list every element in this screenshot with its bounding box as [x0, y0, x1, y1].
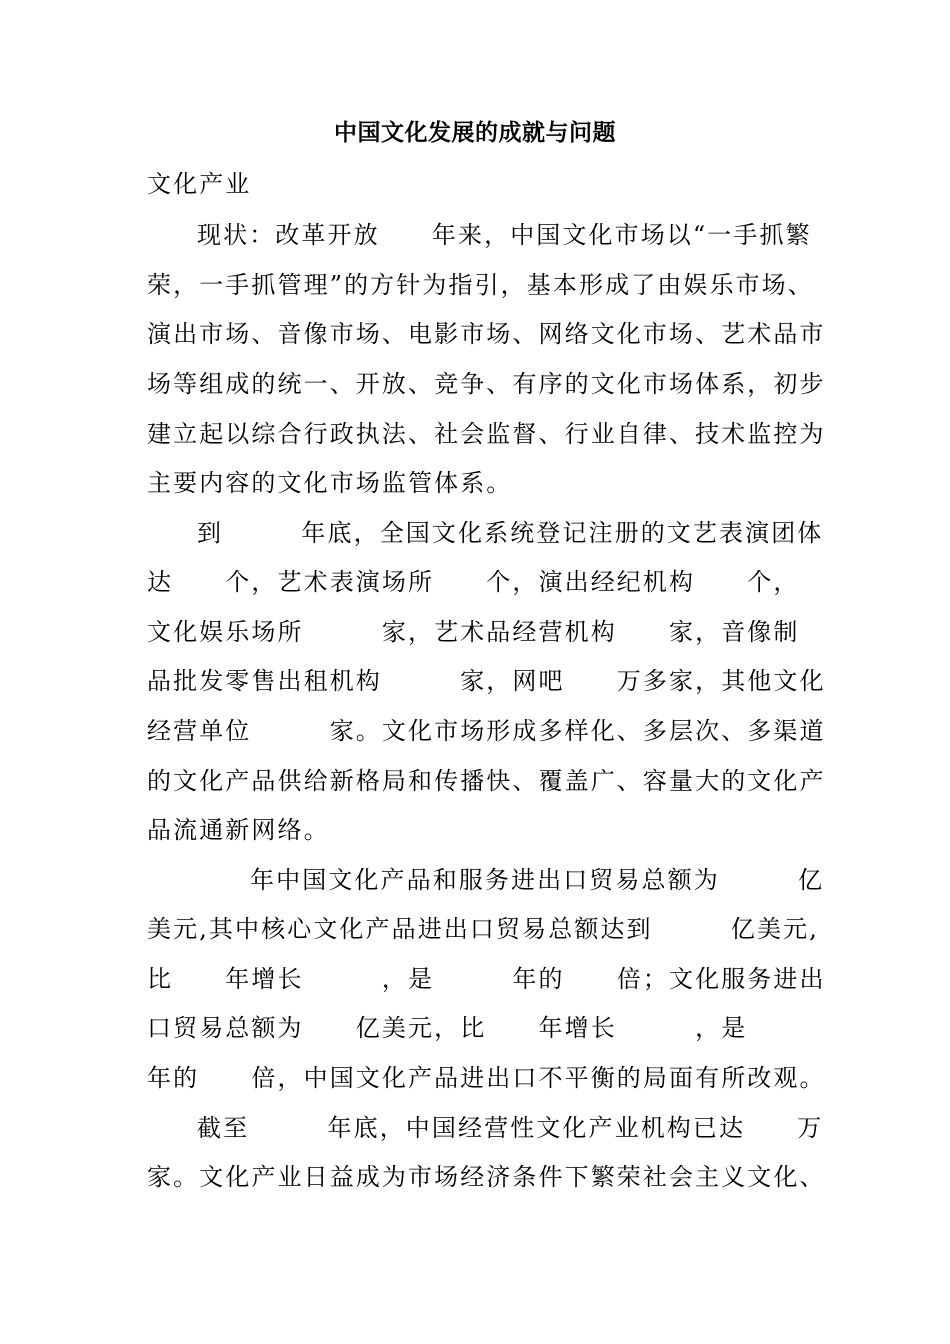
paragraph-line: 到 年底，全国文化系统登记注册的文艺表演团体 [197, 519, 824, 547]
paragraph-line: 年的 倍，中国文化产品进出口不平衡的局面有所改观。 [147, 1064, 826, 1092]
paragraph-line: 品流通新网络。 [147, 816, 330, 844]
paragraph-line: 年中国文化产品和服务进出口贸易总额为 亿 [250, 866, 825, 894]
paragraph-line: 经营单位 家。文化市场形成多样化、多层次、多渠道 [147, 717, 826, 745]
paragraph-line: 美元,其中核心文化产品进出口贸易总额达到 亿美元, [147, 915, 819, 943]
paragraph-line: 品批发零售出租机构 家，网吧 万多家，其他文化 [147, 667, 826, 695]
paragraph-line: 的文化产品供给新格局和传播快、覆盖广、容量大的文化产 [147, 767, 826, 795]
paragraph-line: 荣，一手抓管理”的方针为指引，基本形成了由娱乐市场、 [147, 271, 814, 299]
paragraph-line: 现状：改革开放 年来，中国文化市场以“一手抓繁 [197, 221, 812, 249]
paragraph-line: 演出市场、音像市场、电影市场、网络文化市场、艺术品市 [147, 320, 826, 348]
section-heading: 文化产业 [147, 170, 252, 198]
paragraph-line: 文化娱乐场所 家，艺术品经营机构 家，音像制 [147, 618, 800, 646]
paragraph-line: 达 个，艺术表演场所 个，演出经纪机构 个， [147, 568, 800, 596]
paragraph-line: 场等组成的统一、开放、竞争、有序的文化市场体系，初步 [147, 370, 826, 398]
paragraph-line: 建立起以综合行政执法、社会监督、行业自律、技术监控为 [147, 420, 826, 448]
paragraph-line: 比 年增长 ，是 年的 倍；文化服务进出 [147, 965, 826, 993]
paragraph-line: 家。文化产业日益成为市场经济条件下繁荣社会主义文化、 [147, 1163, 826, 1191]
paragraph-line: 截至 年底，中国经营性文化产业机构已达 万 [197, 1114, 824, 1142]
document-title: 中国文化发展的成就与问题 [334, 120, 616, 146]
paragraph-line: 口贸易总额为 亿美元，比 年增长 ，是 [147, 1014, 748, 1042]
paragraph-line: 主要内容的文化市场监管体系。 [147, 469, 513, 497]
